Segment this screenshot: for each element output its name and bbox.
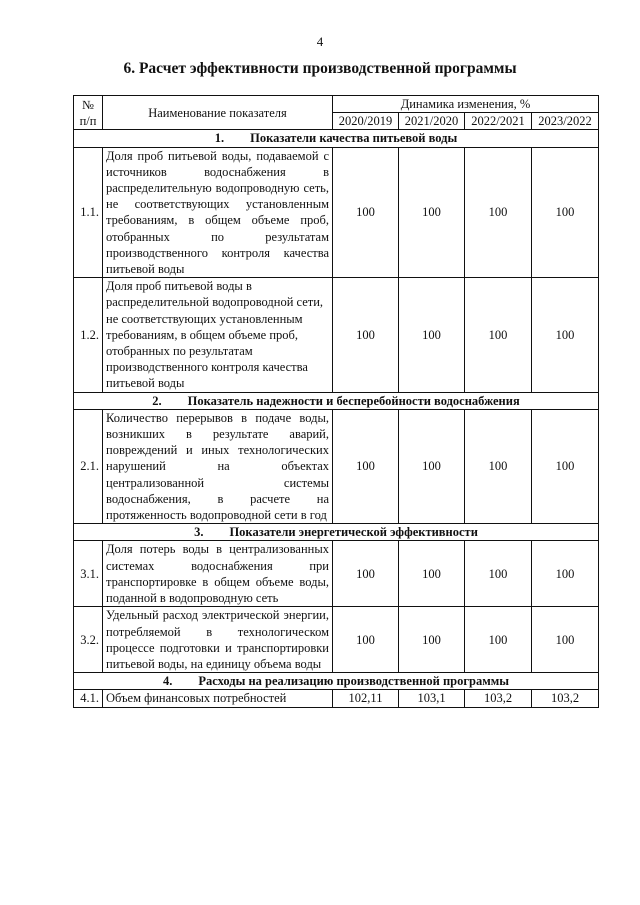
indicator-name: Количество перерывов в подаче воды, возникших в результате аварий, повреждений и иных технологических нарушений на объектах централизованной системы водоснабжения, в расчете на протяженность водопроводной сети в год	[103, 409, 333, 523]
value-cell: 102,11	[333, 690, 399, 707]
indicator-name: Доля потерь воды в централизованных системах водоснабжения при транспортировке в общем объеме воды, поданной в водопроводную сеть	[103, 541, 333, 607]
row-number: 1.2.	[74, 278, 103, 392]
value-cell: 100	[399, 147, 465, 278]
section-row	[74, 130, 599, 147]
row-number: 2.1.	[74, 409, 103, 523]
value-cell: 100	[333, 607, 399, 673]
header-year-cell: 2020/2019	[333, 113, 399, 130]
row-number: 3.2.	[74, 607, 103, 673]
value-cell: 100	[465, 541, 532, 607]
document-title: 6. Расчет эффективности производственной программы	[123, 60, 517, 77]
header-year-cell: 2021/2020	[399, 113, 465, 130]
section-title: Показатели энергетической эффективности	[229, 525, 478, 540]
value-cell: 100	[532, 147, 599, 278]
value-cell: 103,1	[399, 690, 465, 707]
section-title: Показатель надежности и бесперебойности водоснабжения	[187, 393, 520, 408]
value-cell: 100	[333, 409, 399, 523]
row-number: 4.1.	[74, 690, 103, 707]
indicator-name: Доля проб питьевой воды, подаваемой с источников водоснабжения в распределительную водопроводную сеть, не соответствующих установленным требованиям, в общем объеме проб, отобранных по результатам производственного контроля качества питьевой воды	[103, 147, 333, 278]
value-cell: 100	[333, 278, 399, 392]
section-heading	[74, 130, 599, 147]
table-row	[74, 541, 599, 607]
value-cell: 100	[465, 409, 532, 523]
table-header-row	[74, 96, 599, 113]
value-cell: 100	[532, 541, 599, 607]
section-number: 1.	[214, 131, 225, 146]
header-year-cell: 2022/2021	[465, 113, 532, 130]
indicator-name: Доля проб питьевой воды в распределительной водопроводной сети, не соответствующих установленным требованиям, в общем объеме проб, отобранных по результатам производственного контроля качества питьевой воды	[103, 278, 333, 392]
value-cell: 100	[399, 278, 465, 392]
value-cell: 100	[532, 278, 599, 392]
header-num-cell: № п/п	[74, 96, 103, 130]
section-row	[74, 524, 599, 541]
indicator-name: Объем финансовых потребностей	[103, 690, 333, 707]
table-row	[74, 690, 599, 707]
value-cell: 100	[399, 607, 465, 673]
value-cell: 103,2	[465, 690, 532, 707]
value-cell: 100	[333, 147, 399, 278]
page-number: 4	[316, 34, 324, 49]
value-cell: 100	[333, 541, 399, 607]
section-title: Расходы на реализацию производственной программы	[198, 674, 510, 689]
value-cell: 100	[532, 607, 599, 673]
value-cell: 100	[399, 409, 465, 523]
section-row	[74, 392, 599, 409]
table-row	[74, 409, 599, 523]
header-name-cell: Наименование показателя	[103, 96, 333, 130]
value-cell: 100	[532, 409, 599, 523]
value-cell: 100	[465, 278, 532, 392]
section-title: Показатели качества питьевой воды	[250, 131, 458, 146]
value-cell: 100	[465, 607, 532, 673]
section-heading	[74, 673, 599, 690]
section-heading	[74, 524, 599, 541]
section-heading	[74, 392, 599, 409]
value-cell: 100	[399, 541, 465, 607]
table-row	[74, 147, 599, 278]
row-number: 3.1.	[74, 541, 103, 607]
value-cell: 103,2	[532, 690, 599, 707]
efficiency-table	[73, 95, 599, 708]
section-number: 3.	[194, 525, 204, 540]
header-year-cell: 2023/2022	[532, 113, 599, 130]
table-row	[74, 607, 599, 673]
section-row	[74, 673, 599, 690]
table-row	[74, 278, 599, 392]
indicator-name: Удельный расход электрической энергии, потребляемой в технологическом процессе подготовки и транспортировки питьевой воды, на единицу объема воды	[103, 607, 333, 673]
section-number: 4.	[162, 674, 173, 689]
row-number: 1.1.	[74, 147, 103, 278]
header-dynamics-cell: Динамика изменения, %	[333, 96, 599, 113]
value-cell: 100	[465, 147, 532, 278]
section-number: 2.	[152, 393, 162, 408]
